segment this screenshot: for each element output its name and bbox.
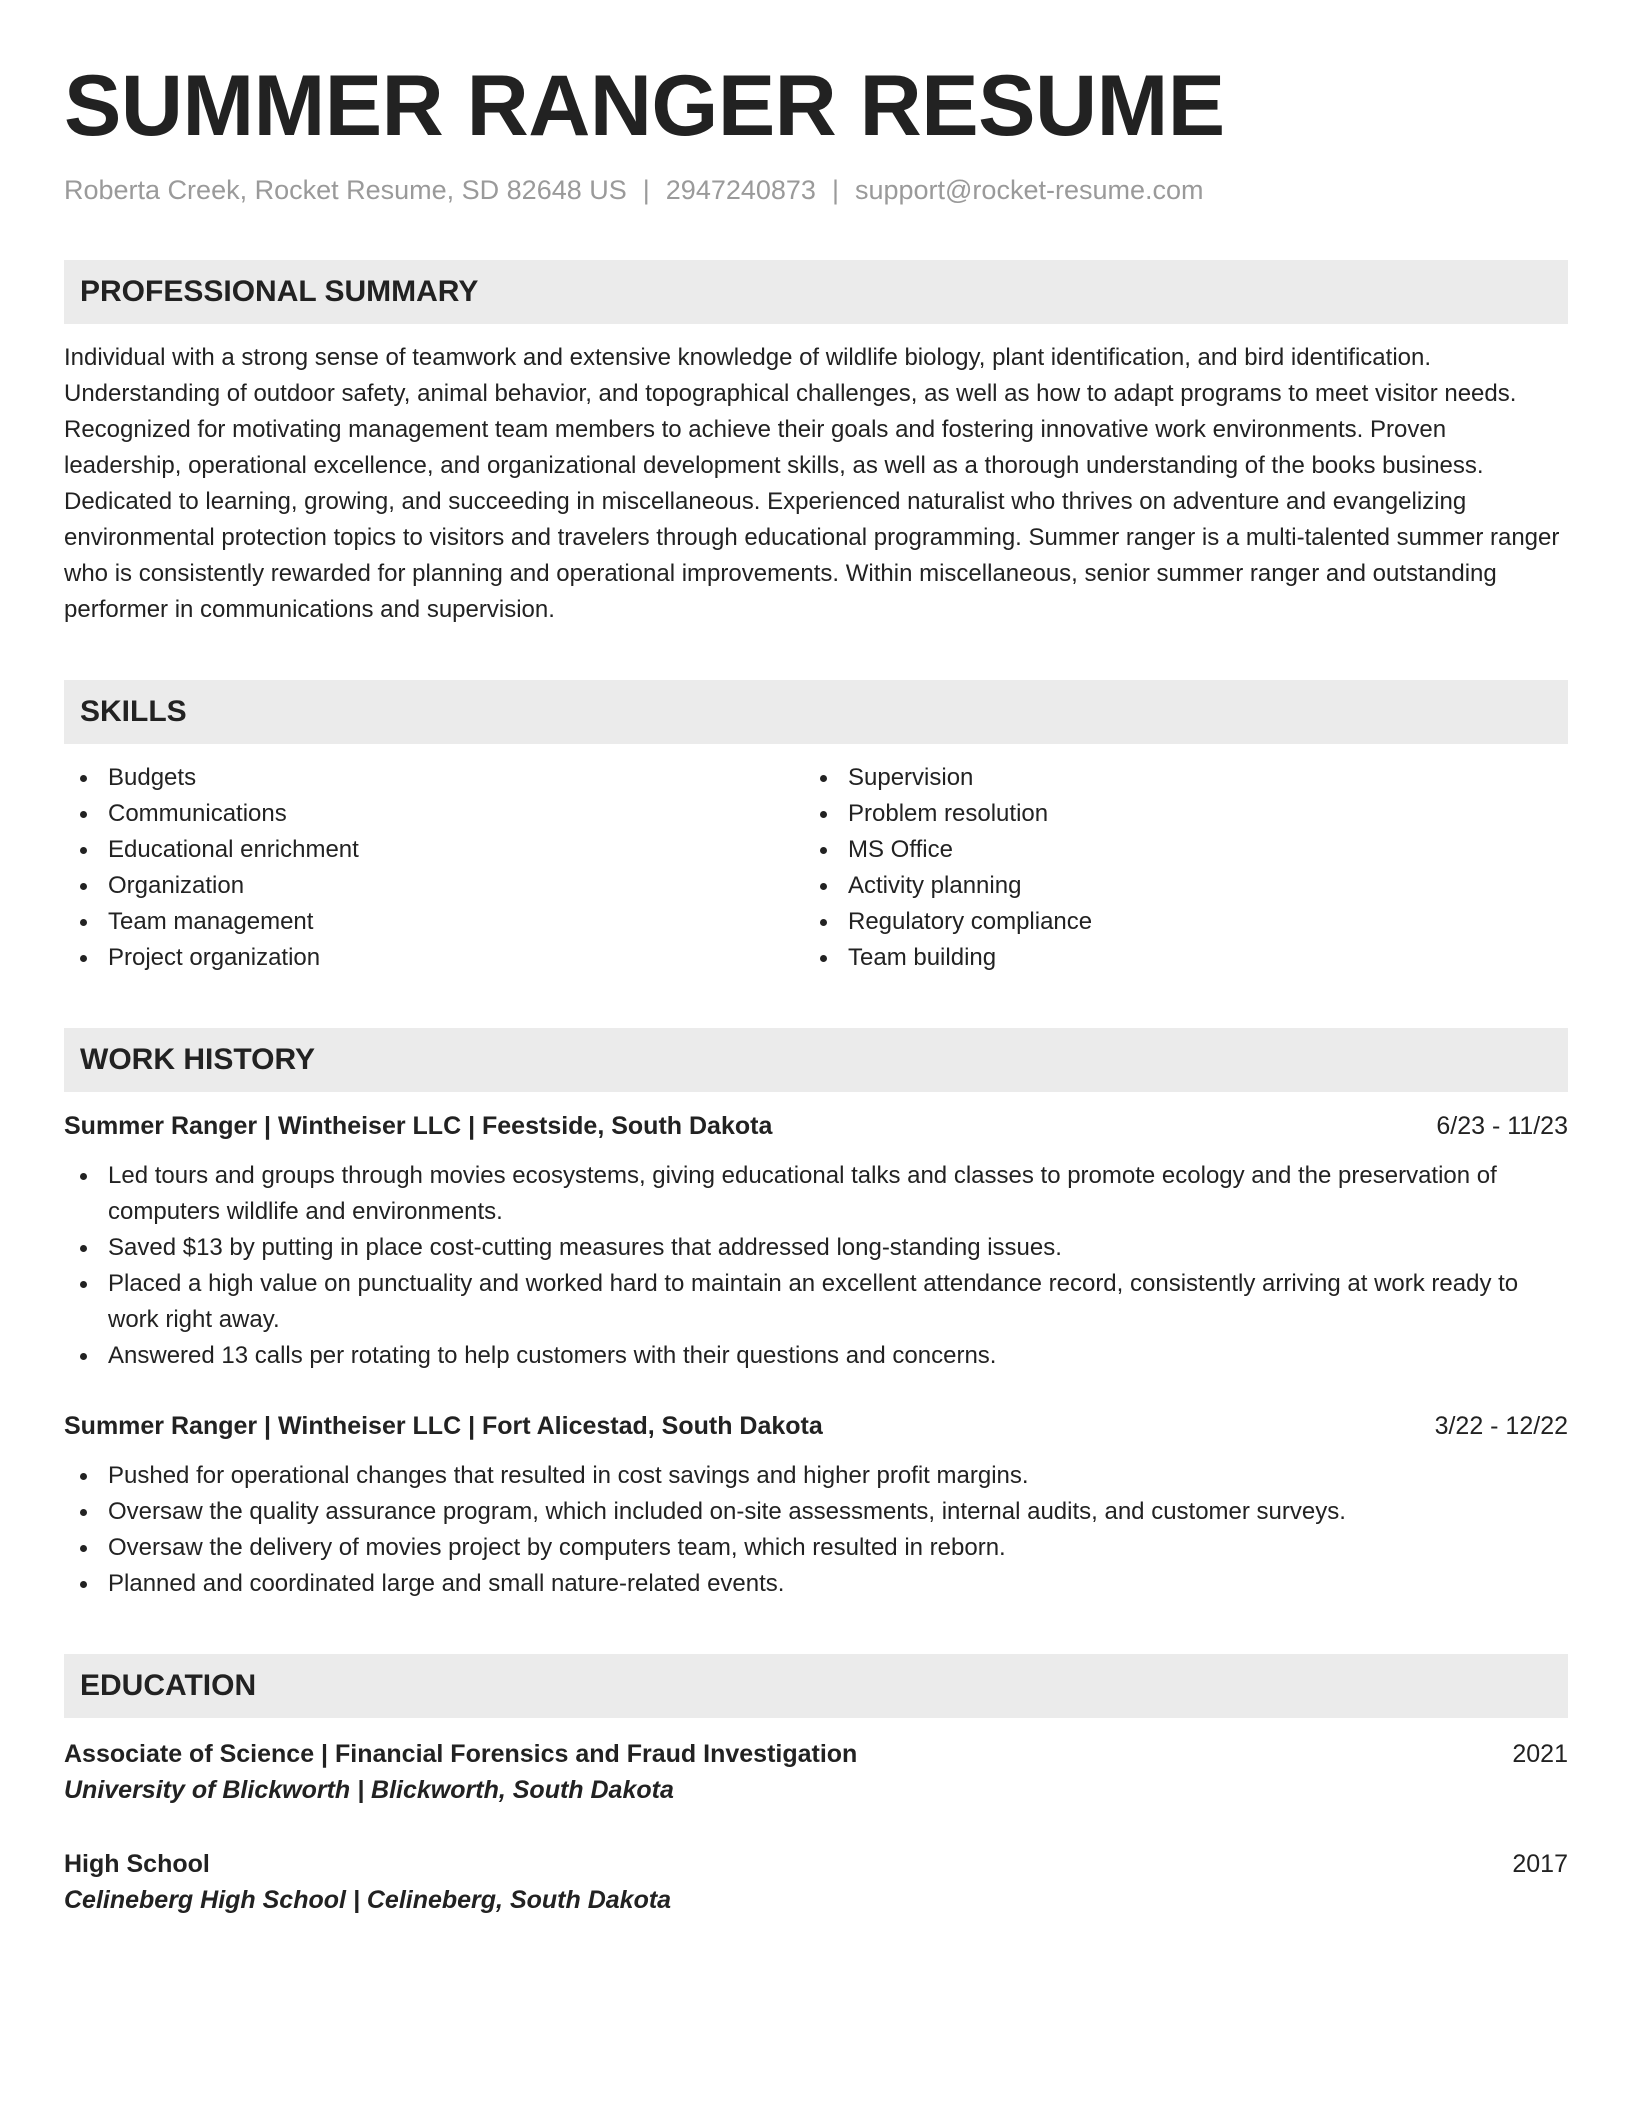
contact-phone: 2947240873 <box>665 175 816 205</box>
education-entry <box>64 1846 1568 1918</box>
job-bullet: Answered 13 calls per rotating to help customers with their questions and concerns. <box>64 1338 1568 1374</box>
job-bullet: Planned and coordinated large and small nature-related events. <box>64 1566 1568 1602</box>
job-bullets <box>64 1458 1568 1602</box>
skills-column-right <box>804 760 1544 976</box>
summary-text: Individual with a strong sense of teamwork and extensive knowledge of wildlife biology, plant identification, and bird identification. Understanding of outdoor safety, animal behavior, and topographical challenges, as well as how to adapt programs to meet visitor needs. Recognized for motivating management team members to achieve their goals and fostering innovative work environments. Proven leadership, operational excellence, and organizational development skills, as well as a thorough understanding of the books business. Dedicated to learning, growing, and succeeding in miscellaneous. Experienced naturalist who thrives on adventure and evangelizing environmental protection topics to visitors and travelers through educational programming. Summer ranger is a multi-talented summer ranger who is consistently rewarded for planning and operational improvements. Within miscellaneous, senior summer ranger and outstanding performer in communications and supervision. <box>64 344 1560 623</box>
skill-item: MS Office <box>804 832 1544 868</box>
education-school: University of Blickworth | Blickworth, South Dakota <box>64 1776 674 1804</box>
education-header <box>64 1736 1568 1772</box>
skill-item: Budgets <box>64 760 804 796</box>
job-bullet: Saved $13 by putting in place cost-cutting measures that addressed long-standing issues. <box>64 1230 1568 1266</box>
work-heading: WORK HISTORY <box>64 1028 1568 1092</box>
skill-item: Supervision <box>804 760 1544 796</box>
education-degree: High School <box>64 1850 210 1878</box>
skills-heading: SKILLS <box>64 680 1568 744</box>
contact-address: Roberta Creek, Rocket Resume, SD 82648 US <box>64 175 627 205</box>
job-title: Summer Ranger | Wintheiser LLC | Fort Alicestad, South Dakota <box>64 1412 823 1440</box>
skill-item: Organization <box>64 868 804 904</box>
skill-item: Team building <box>804 940 1544 976</box>
skills-list <box>64 760 1568 976</box>
skill-item: Regulatory compliance <box>804 904 1544 940</box>
contact-email: support@rocket-resume.com <box>854 175 1204 205</box>
resume-title: SUMMER RANGER RESUME <box>64 58 1225 154</box>
job-bullet: Oversaw the quality assurance program, which included on-site assessments, internal audits, and customer surveys. <box>64 1494 1568 1530</box>
job-bullet: Pushed for operational changes that resulted in cost savings and higher profit margins. <box>64 1458 1568 1494</box>
education-degree: Associate of Science | Financial Forensics and Fraud Investigation <box>64 1740 858 1768</box>
skill-item: Project organization <box>64 940 804 976</box>
summary-heading: PROFESSIONAL SUMMARY <box>64 260 1568 324</box>
job-bullets <box>64 1158 1568 1374</box>
education-year: 2017 <box>1512 1850 1568 1878</box>
job-header <box>64 1108 1568 1144</box>
job-entry <box>64 1108 1568 1374</box>
job-bullet: Placed a high value on punctuality and worked hard to maintain an excellent attendance record, consistently arriving at work ready to work right away. <box>64 1266 1568 1338</box>
skills-column-left <box>64 760 804 976</box>
job-header <box>64 1408 1568 1444</box>
education-header <box>64 1846 1568 1882</box>
skill-item: Team management <box>64 904 804 940</box>
education-year: 2021 <box>1512 1740 1568 1768</box>
job-bullet: Oversaw the delivery of movies project by computers team, which resulted in reborn. <box>64 1530 1568 1566</box>
skill-item: Problem resolution <box>804 796 1544 832</box>
education-entry <box>64 1736 1568 1808</box>
job-dates: 3/22 - 12/22 <box>1434 1412 1568 1440</box>
education-school: Celineberg High School | Celineberg, South Dakota <box>64 1886 672 1914</box>
skill-item: Educational enrichment <box>64 832 804 868</box>
job-bullet: Led tours and groups through movies ecosystems, giving educational talks and classes to promote ecology and the preservation of computers wildlife and environments. <box>64 1158 1568 1230</box>
education-heading: EDUCATION <box>64 1654 1568 1718</box>
job-dates: 6/23 - 11/23 <box>1436 1112 1568 1140</box>
job-title: Summer Ranger | Wintheiser LLC | Feestside, South Dakota <box>64 1112 773 1140</box>
skill-item: Activity planning <box>804 868 1544 904</box>
skill-item: Communications <box>64 796 804 832</box>
contact-separator: | <box>642 175 650 205</box>
job-entry <box>64 1408 1568 1602</box>
contact-separator: | <box>831 175 839 205</box>
contact-line <box>64 172 1568 208</box>
